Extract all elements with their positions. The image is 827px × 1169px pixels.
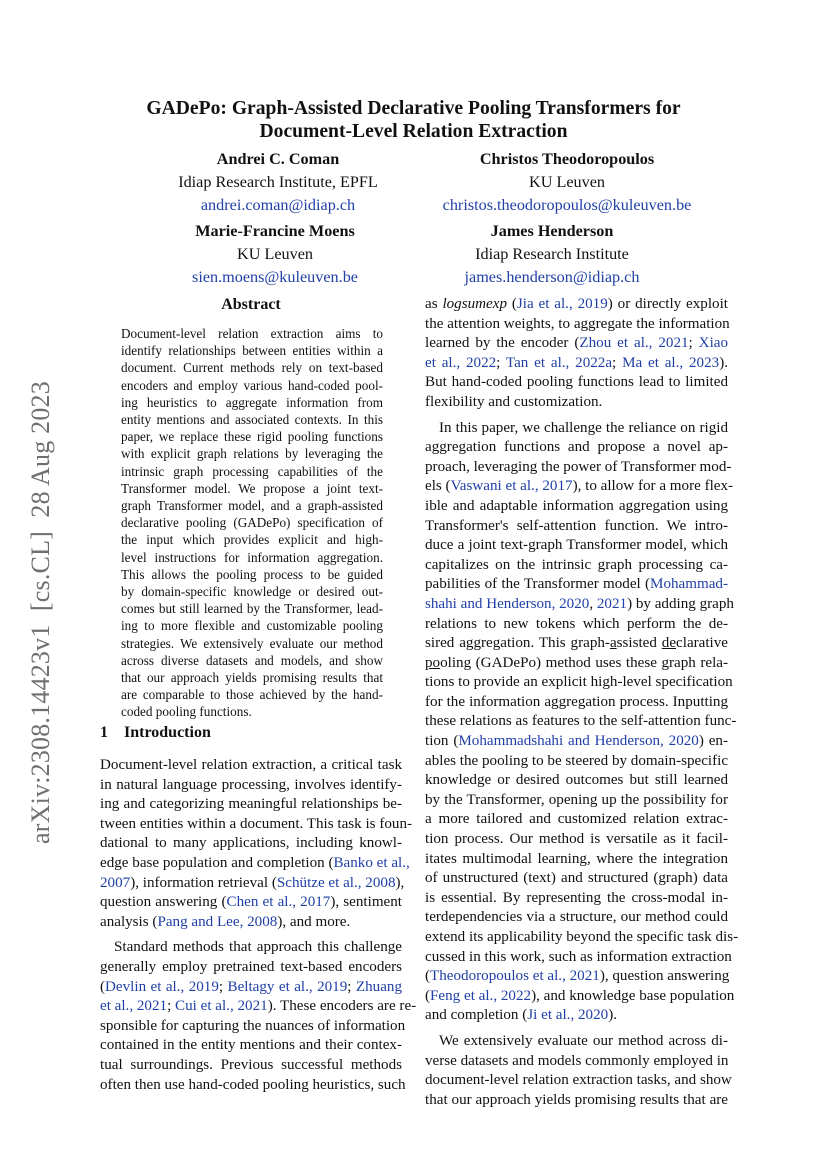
text-span: ) by adding graph: [627, 595, 734, 612]
abstract-line: strategies. We extensively evaluate our method: [121, 635, 383, 651]
author-block-2: [407, 148, 727, 217]
text-span: ).: [608, 1007, 618, 1024]
text-line: ing and categorizing meaningful relationships be-: [100, 796, 402, 813]
text-line: tions to provide an explicit high-level specification: [425, 674, 733, 691]
text-line: capitalizes on the intrinsic graph processing ca-: [425, 556, 728, 573]
text-line: is essential. By representing the cross-modal in-: [425, 889, 728, 906]
citation-link[interactable]: Chen et al., 2017: [226, 894, 331, 911]
abstract-line: across diverse datasets and models, and show: [121, 652, 383, 668]
right-column-body: [425, 295, 739, 1110]
text-line: dational to many applications, including knowl-: [100, 835, 402, 852]
citation-link[interactable]: Xiao: [698, 335, 729, 352]
text-span: ),: [395, 874, 405, 891]
author-affiliation: KU Leuven: [237, 245, 313, 263]
abstract-line: ing heuristics to aggregate information from: [121, 394, 383, 410]
citation-link[interactable]: Schütze et al., 2008: [276, 874, 396, 891]
text-line: for the information aggregation process. Inputting: [425, 693, 728, 710]
text-line: the attention weights, to aggregate the information: [425, 315, 730, 332]
text-span: ) or directly exploit: [607, 296, 728, 312]
text-line: [425, 575, 728, 595]
underlined-letter: po: [425, 654, 441, 671]
text-span: ssisted: [616, 635, 662, 652]
text-span: ;: [612, 354, 623, 371]
text-span: clarative: [676, 635, 728, 652]
citation-link[interactable]: Zhou et al., 2021: [579, 335, 689, 352]
text-span: ), to allow for a more flex-: [572, 478, 734, 495]
citation-link[interactable]: Mohammadshahi and Henderson, 2020: [458, 733, 699, 750]
text-line: But hand-coded pooling functions lead to limited: [425, 374, 728, 391]
citation-link[interactable]: Pang and Lee, 2008: [157, 913, 278, 930]
text-span: ;: [347, 978, 356, 995]
abstract-line: document. Current methods rely on text-based: [121, 360, 383, 376]
text-line: proach, leveraging the power of Transformer mod-: [425, 458, 732, 475]
citation-link[interactable]: Theodoropoulos et al., 2021: [430, 968, 600, 985]
text-span: (: [507, 296, 517, 312]
paper-title-line-1: GADePo: Graph-Assisted Declarative Pooling Transformers for: [146, 98, 681, 119]
text-span: ,: [589, 595, 597, 612]
text-line: sponsible for capturing the nuances of information: [100, 1017, 406, 1034]
abstract-line: ing to more flexible and customizable pooling: [121, 618, 383, 634]
citation-link[interactable]: Mohammad-: [650, 576, 728, 593]
citation-link[interactable]: et al., 2021: [100, 998, 168, 1015]
citation-link[interactable]: Feng et al., 2022: [430, 987, 532, 1004]
text-line: [100, 893, 402, 913]
text-span: sired aggregation. This: [425, 635, 571, 652]
text-span: as: [425, 296, 443, 312]
author-block-1: [118, 148, 438, 217]
text-line: Document-level relation extraction, a critical task: [100, 757, 402, 773]
author-affiliation: KU Leuven: [529, 173, 605, 191]
text-span: learned by the encoder (: [425, 335, 580, 352]
arxiv-stamp: arXiv:2308.14423v1 [cs.CL] 28 Aug 2023: [26, 381, 55, 844]
text-line: document-level relation extraction tasks, and show: [425, 1072, 732, 1089]
citation-link[interactable]: Beltagy et al., 2019: [227, 978, 348, 995]
abstract-line: entity mentions and associated contexts. In this: [121, 412, 383, 428]
left-column-body: [100, 756, 417, 1095]
text-line: [425, 732, 728, 752]
text-span: ;: [496, 354, 506, 371]
text-line: a more tailored and customized relation extrac-: [425, 811, 728, 828]
text-span: pabilities of the Transformer model (: [425, 576, 651, 593]
citation-link[interactable]: Zhuang: [355, 978, 403, 995]
text-span: (: [100, 978, 106, 995]
text-line: ables the pooling to be steered by domain-specific: [425, 752, 729, 769]
author-email-link[interactable]: andrei.coman@idiap.ch: [200, 196, 356, 214]
text-line: generally employ pretrained text-based encoders: [100, 958, 402, 975]
citation-link[interactable]: Jia et al., 2019: [516, 296, 608, 312]
underlined-letter: g: [570, 635, 579, 652]
citation-link[interactable]: Vaswani et al., 2017: [450, 478, 573, 495]
author-email-link[interactable]: james.henderson@idiap.ch: [464, 268, 640, 286]
text-span: oling (GADePo) method uses these graph rela-: [440, 654, 728, 671]
text-line: ible and adaptable information aggregation using: [425, 497, 728, 514]
text-span: ;: [218, 978, 228, 995]
abstract-line: paper, we replace these rigid pooling functions: [121, 429, 383, 445]
text-span: ), sentiment: [330, 894, 402, 911]
paper-title: [100, 97, 727, 143]
abstract-line: declarative pooling (GADePo) specification of: [121, 515, 383, 531]
section-heading-introduction: [100, 724, 211, 742]
text-line: of unstructured (text) and structured (graph) data: [425, 870, 728, 887]
text-line: [425, 967, 728, 987]
citation-link[interactable]: Ma et al., 2023: [622, 354, 720, 371]
author-email-link[interactable]: sien.moens@kuleuven.be: [192, 268, 358, 286]
author-name: Marie-Francine Moens: [195, 222, 355, 240]
text-line: [425, 334, 728, 354]
abstract-line: intrinsic graph processing capabilities of the: [121, 463, 383, 479]
abstract-line: identify relationships between entities within a: [121, 343, 383, 359]
text-line: these relations as features to the self-attention func-: [425, 713, 737, 730]
text-line: verse datasets and models commonly employed in: [425, 1052, 729, 1069]
abstract-line: Document-level relation extraction aims to: [121, 326, 383, 341]
text-line: [100, 978, 402, 998]
underlined-letter: de: [661, 635, 677, 652]
text-line: [100, 854, 410, 874]
author-name: Andrei C. Coman: [216, 150, 340, 168]
text-span: edge base population and completion (: [100, 854, 334, 871]
math-logsumexp: logsumexp: [442, 296, 507, 312]
text-line: in natural language processing, involves identify-: [100, 776, 402, 793]
text-span: (: [425, 968, 431, 985]
text-line: [425, 634, 728, 654]
citation-link[interactable]: Tan et al., 2022a: [505, 354, 613, 371]
text-span: ) en-: [698, 733, 729, 750]
text-line: relations to new tokens which perform the de-: [425, 615, 728, 632]
author-affiliation: Idiap Research Institute: [475, 245, 629, 263]
text-span: ), question answering: [599, 968, 730, 985]
abstract-heading: Abstract: [221, 296, 281, 313]
abstract-line: comes but still learned by the Transformer, lead-: [121, 601, 383, 617]
abstract-line: by domain-specific knowledge or desired out-: [121, 584, 383, 600]
author-block-3: [115, 220, 435, 289]
text-span: analysis (: [100, 913, 158, 930]
text-line: [425, 295, 728, 315]
citation-link[interactable]: shahi and Henderson, 2020: [425, 595, 590, 612]
abstract-line: This allows the pooling process to be guided: [121, 566, 383, 582]
text-span: ), and more.: [277, 913, 351, 930]
abstract-line: coded pooling functions.: [121, 704, 252, 720]
text-line: cussed in this work, such as information extraction: [425, 948, 732, 965]
citation-link[interactable]: 2007: [100, 874, 131, 891]
abstract-body: [121, 325, 383, 721]
text-line: [425, 654, 728, 674]
text-span: ). These encoders are re-: [267, 998, 417, 1015]
text-line: by the Transformer, opening up the possibility for: [425, 791, 728, 808]
section-number: 1: [100, 724, 108, 741]
text-span: ), and knowledge base population: [531, 987, 735, 1004]
citation-link[interactable]: Ji et al., 2020: [527, 1007, 609, 1024]
text-line: Transformer's self-attention function. We intro-: [425, 517, 728, 534]
text-line: tween entities within a document. This task is foun-: [100, 815, 413, 832]
text-span: ), information retrieval (: [130, 874, 277, 891]
citation-link[interactable]: Devlin et al., 2019: [105, 978, 219, 995]
text-line: extend its applicability beyond the specific task dis-: [425, 929, 739, 945]
text-line: [100, 874, 405, 894]
text-line: tion process. Our method is versatile as it facil-: [425, 831, 728, 848]
abstract-line: Transformer model. We propose a joint text-: [121, 480, 383, 496]
text-line: [425, 1006, 728, 1026]
text-span: tion (: [425, 733, 459, 750]
text-line: tual surroundings. Previous successful methods: [100, 1056, 402, 1073]
text-line: aggregation functions and propose a novel ap-: [425, 439, 728, 456]
author-name: James Henderson: [490, 222, 614, 240]
abstract-line: level instructions for information aggregation.: [121, 549, 383, 565]
text-line: In this paper, we challenge the reliance on rigid: [439, 419, 728, 436]
abstract-line: that our approach yields promising results that: [121, 670, 383, 686]
abstract-line: encoders and employ various hand-coded pool-: [121, 377, 383, 393]
text-line: flexibility and customization.: [425, 393, 603, 410]
text-line: duce a joint text-graph Transformer model, which: [425, 537, 728, 554]
underlined-letter: a: [609, 635, 617, 652]
citation-link[interactable]: Cui et al., 2021: [175, 998, 268, 1015]
text-line: Standard methods that approach this challenge: [114, 939, 402, 956]
text-line: [100, 913, 402, 933]
text-span: raph-: [578, 635, 610, 652]
abstract-line: are comparable to those achieved by the hand-: [121, 687, 383, 703]
text-line: knowledge or desired outcomes but still learned: [425, 772, 728, 789]
author-name: Christos Theodoropoulos: [479, 150, 655, 168]
text-line: [425, 477, 734, 497]
author-affiliation: Idiap Research Institute, EPFL: [178, 173, 378, 191]
text-line: We extensively evaluate our method across di-: [439, 1032, 728, 1049]
citation-link[interactable]: et al., 2022: [425, 354, 497, 371]
section-title: Introduction: [124, 724, 211, 741]
text-line: itates multimodal learning, where the integration: [425, 850, 728, 867]
text-line: [100, 997, 417, 1017]
text-span: ).: [719, 354, 728, 371]
text-span: ;: [167, 998, 176, 1015]
text-line: terdependencies via a structure, our method could: [425, 909, 728, 926]
paper-title-line-2: Document-Level Relation Extraction: [259, 121, 568, 142]
text-line: contained in the entity mentions and their contex-: [100, 1037, 402, 1054]
citation-link[interactable]: 2021: [596, 595, 628, 612]
author-block-4: [392, 220, 712, 289]
text-line: [425, 595, 734, 615]
abstract-line: graph Transformer model, and a graph-assisted: [121, 498, 383, 514]
text-line: often then use hand-coded pooling heuristics, such: [100, 1076, 406, 1093]
text-line: [425, 354, 728, 374]
text-span: (: [425, 987, 431, 1004]
text-span: els (: [425, 478, 451, 495]
text-span: question answering (: [100, 894, 227, 911]
abstract-line: with explicit graph relations by leveraging the: [121, 446, 383, 462]
text-span: and completion (: [425, 1007, 528, 1024]
text-line: that our approach yields promising results that are: [425, 1091, 728, 1108]
abstract-line: the input which provides explicit and high-: [121, 532, 383, 548]
citation-link[interactable]: Banko et al.,: [333, 854, 410, 871]
text-line: [425, 987, 735, 1007]
text-span: ;: [688, 335, 699, 352]
author-email-link[interactable]: christos.theodoropoulos@kuleuven.be: [442, 196, 692, 214]
